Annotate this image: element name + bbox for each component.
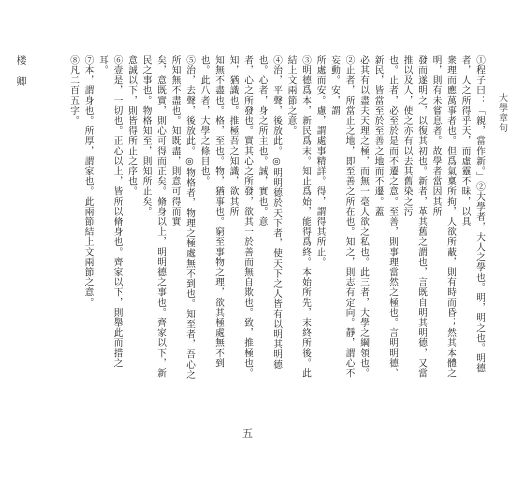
text-column: ①程子曰：「親，當作新。」②大學者，大人之學也。明，明之也。明德者，人之所得乎天，而虛靈不昧，以具 <box>459 55 485 374</box>
text-column: 發而遂明之，以復其初也。新者，革其舊之謂也，言既自明其明德，又當推以及人，使之亦有以去其舊染之污 <box>401 55 427 379</box>
text-column: 者，心之所發也。實其心之所發，欲其一於善而無自欺也。致，推極也。知，猶識也。推極吾之知識，欲其所 <box>227 55 253 379</box>
commentary-body <box>28 55 486 387</box>
text-column: 所處而安。慮，謂處事精詳。得，謂得其所止。 <box>314 55 326 268</box>
text-column: ⑧凡二百五字。 <box>68 55 79 126</box>
text-column: 矣，意既實，則心可得而正矣。脩身以上，明明德之事也。齊家以下，新民之事也。物格知至，則知所止矣。 <box>140 55 166 379</box>
text-column: ⑤治，去聲，後放此。◎物格者，物理之極處無不到也。知至者，吾心之所知無不盡也。知既盡，則意可得而實 <box>169 55 195 380</box>
text-column: 意誠以下，則皆得所止之序也。 <box>126 55 137 197</box>
running-header: 楼 卿 <box>14 55 25 91</box>
text-column: ⑥壹是，一切也。正心以上，皆所以脩身也。齊家以下，則舉此而措之耳。 <box>97 55 123 369</box>
text-column: ③明德爲本，新民爲末。知止爲始，能得爲終。本始所先，末終所後。此結上文兩節之意。 <box>285 55 311 379</box>
text-column: 必其有以盡夫天理之極，而無一毫人欲之私也。此三者，大學之綱領也。 <box>358 55 369 379</box>
text-column: ④治，平聲，後放此。◎明明德於天下者，使天下之人皆有以明其明德也。心者，身之所主也。誠，實也。意 <box>256 55 282 370</box>
text-column: ⑦本，謂身也。所厚，謂家也。此兩節結上文兩節之意。 <box>82 55 94 308</box>
book-title: 大學章句 <box>497 93 507 133</box>
text-column: 知無不盡也。格，至也。物，猶事也。窮至事物之理，欲其極處無不到也。此八者，大學之條目也。 <box>198 55 224 369</box>
text-column: 也。止者，必至於是而不遷之意。至善，則事理當然之極也。言明明德、新民，皆當至於至善之地而不遷。蓋 <box>372 55 398 379</box>
text-column: 衆理而應萬事者也。但爲氣稟所拘，人欲所蔽，則有時而昏；然其本體之明，則有未嘗息者。故學者當因其所 <box>430 55 456 379</box>
page-number: 五 <box>242 427 253 440</box>
text-column: ②止者，所當止之地，即至善之所在也。知之，則志有定向。靜，謂心不妄動。安，謂 <box>329 55 355 379</box>
